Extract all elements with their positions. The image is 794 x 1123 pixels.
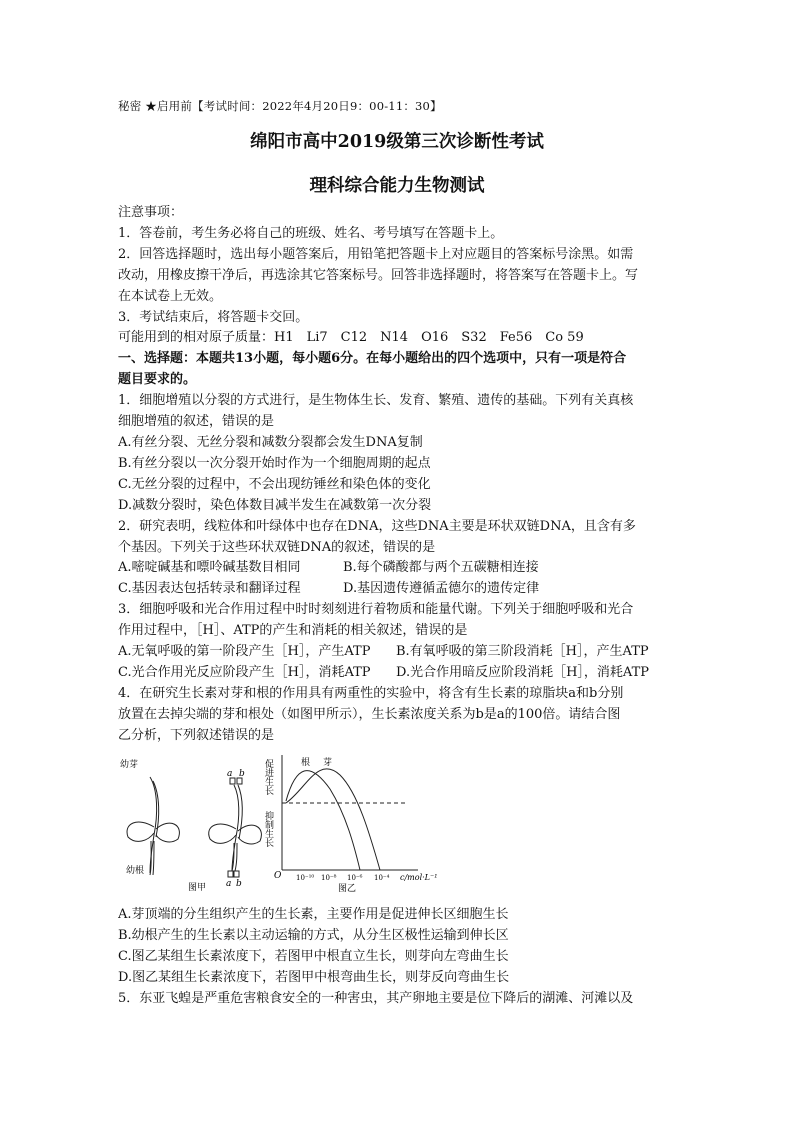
tick-2: 10⁻⁸: [321, 874, 337, 882]
q2-stem-cont: 个基因。下列关于这些环状双链DNA的叙述，错误的是: [118, 539, 436, 555]
q1-stem: 1．细胞增殖以分裂的方式进行，是生物体生长、发育、繁殖、遗传的基础。下列有关真核: [118, 393, 634, 409]
notice-item-2-cont: 改动，用橡皮擦干净后，再选涂其它答案标号。回答非选择题时，将答案写在答题卡上。写: [118, 267, 639, 283]
q2-option-d: D.基因遗传遵循孟德尔的遗传定律: [343, 581, 540, 597]
q3-options-row1: [118, 642, 678, 663]
q4-option-b: B.幼根产生的生长素以主动运输的方式，从分生区极性运输到伸长区: [118, 927, 509, 943]
q1-stem-cont: 细胞增殖的叙述，错误的是: [118, 414, 275, 430]
q3-option-a: A.无氧呼吸的第一阶段产生［H］，产生ATP: [118, 644, 371, 660]
q1-option-a: A.有丝分裂、无丝分裂和减数分裂都会发生DNA复制: [118, 434, 423, 450]
notice-heading: 注意事项：: [118, 205, 184, 220]
q1-option-d: D.减数分裂时，染色体数目减半发生在减数第一次分裂: [118, 497, 432, 513]
curve-bud-label: 芽: [323, 758, 333, 768]
q3-stem-cont: 作用过程中，［H］、ATP的产生和消耗的相关叙述，错误的是: [118, 623, 468, 639]
caption-yi: 图乙: [338, 884, 357, 894]
notice-item-3: 3．考试结束后，将答题卡交回。: [118, 309, 309, 325]
q3-stem: 3．细胞呼吸和光合作用过程中时时刻刻进行着物质和能量代谢。下列关于细胞呼吸和光合: [118, 602, 634, 618]
q2-stem: 2．研究表明，线粒体和叶绿体中也存在DNA，这些DNA主要是环状双链DNA，且含有多: [118, 518, 636, 534]
curve-root-line: [286, 771, 360, 870]
label-sprout: 幼芽: [120, 760, 139, 770]
q4-option-d: D.图乙某组生长素浓度下，若图甲中根弯曲生长，则芽反向弯曲生长: [118, 969, 510, 985]
q4-figure: [118, 745, 458, 895]
caption-jia: 图甲: [188, 883, 207, 893]
notice-item-2: 2．回答选择题时，选出每小题答案后，用铅笔把答题卡上对应题目的答案标号涂黑。如需: [118, 246, 634, 262]
section-heading-cont: 题目要求的。: [118, 372, 197, 388]
q4-stem-end: 乙分析，下列叙述错误的是: [118, 727, 275, 743]
figure-yi-graph: [282, 755, 418, 870]
label-a-bottom: a: [226, 879, 232, 889]
curve-root-label: 根: [301, 758, 311, 768]
label-b-bottom: b: [236, 879, 242, 889]
q2-option-a: A.嘧啶碱基和嘌呤碱基数目相同: [118, 560, 301, 576]
q3-option-b: B.有氧呼吸的第三阶段消耗［H］，产生ATP: [396, 644, 649, 660]
q2-option-b: B.每个磷酸都与两个五碳糖相连接: [343, 560, 539, 576]
tick-1: 10⁻¹⁰: [296, 874, 315, 882]
figure-jia-plant-right: [209, 778, 262, 877]
notice-item-1: 1．答卷前，考生务必将自己的班级、姓名、考号填写在答题卡上。: [118, 225, 504, 241]
figure-jia-plant-left: [127, 777, 179, 875]
q4-stem: 4．在研究生长素对芽和根的作用具有两重性的实验中，将含有生长素的琼脂块a和b分别: [118, 685, 624, 701]
q2-option-c: C.基因表达包括转录和翻译过程: [118, 581, 301, 597]
q3-options-row2: [118, 663, 678, 684]
y-label-inhibit-text: 抑制生长: [263, 811, 273, 847]
atomic-mass-line: 可能用到的相对原子质量：H1 Li7 C12 N14 O16 S32 Fe56 Co 59: [118, 330, 584, 346]
label-b-top: b: [239, 769, 245, 779]
exam-body-lower: [118, 905, 678, 1010]
q2-options-row2: [118, 579, 678, 600]
exam-subtitle: 理科综合能力生物测试: [309, 176, 485, 196]
curve-bud-line: [286, 769, 380, 870]
y-label-promote-text: 促进生长: [263, 759, 273, 795]
notice-item-2-end: 在本试卷上无效。: [118, 288, 223, 304]
x-unit-label: c/mol·L⁻¹: [400, 873, 438, 882]
q4-stem-cont: 放置在去掉尖端的芽和根处（如图甲所示），生长素浓度关系为b是a的100倍。请结合图: [118, 706, 621, 722]
label-root: 幼根: [126, 866, 145, 876]
q1-option-b: B.有丝分裂以一次分裂开始时作为一个细胞周期的起点: [118, 455, 431, 471]
q2-options-row1: [118, 558, 678, 579]
q3-option-c: C.光合作用光反应阶段产生［H］，消耗ATP: [118, 664, 371, 680]
exam-title: 绵阳市高中2019级第三次诊断性考试: [250, 132, 544, 152]
exam-body: [118, 203, 678, 747]
origin-label: O: [274, 871, 282, 881]
secret-header: 秘密 ★启用前【考试时间：2022年4月20日9：00-11：30】: [118, 99, 442, 113]
q1-option-c: C.无丝分裂的过程中，不会出现纺锤丝和染色体的变化: [118, 476, 431, 492]
section-heading: 一、选择题：本题共13小题，每小题6分。在每小题给出的四个选项中，只有一项是符合: [118, 351, 627, 367]
q3-option-d: D.光合作用暗反应阶段消耗［H］，消耗ATP: [396, 664, 650, 680]
q4-option-c: C.图乙某组生长素浓度下，若图甲中根直立生长，则芽向左弯曲生长: [118, 948, 509, 964]
tick-4: 10⁻⁴: [374, 874, 390, 882]
label-a-top: a: [227, 769, 233, 779]
q5-stem: 5．东亚飞蝗是严重危害粮食安全的一种害虫，其产卵地主要是位下降后的湖滩、河滩以及: [118, 990, 634, 1006]
q4-option-a: A.芽顶端的分生组织产生的生长素，主要作用是促进伸长区细胞生长: [118, 907, 509, 922]
tick-3: 10⁻⁶: [347, 874, 363, 882]
